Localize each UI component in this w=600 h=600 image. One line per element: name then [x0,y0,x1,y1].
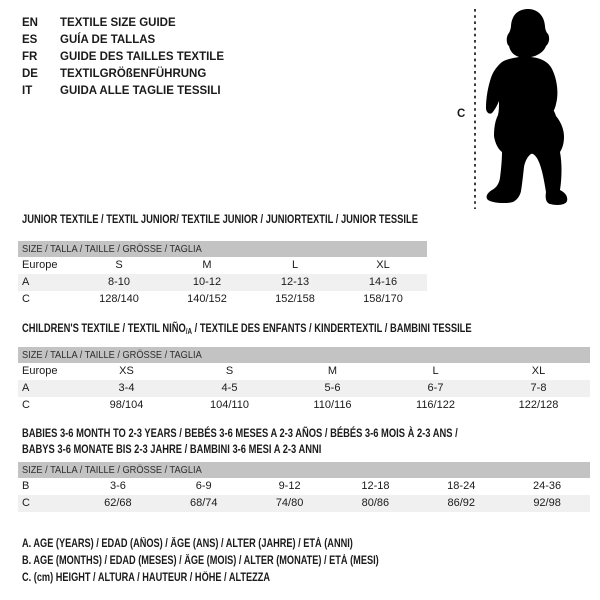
size-cell: 14-16 [368,276,398,288]
size-cell: 4-5 [221,382,238,394]
size-cell: 86/92 [447,497,475,509]
size-cell: 10-12 [192,276,222,288]
legend-line-c: C. (cm) HEIGHT / ALTURA / HAUTEUR / HÖHE / ALTEZZA [22,572,271,584]
babies-size-table [18,462,590,512]
measurement-legend [22,536,468,587]
size-cell: XL [376,259,390,271]
language-label: GUÍA DE TALLAS [60,34,156,46]
size-cell: XL [531,365,546,377]
language-code: EN [22,17,38,29]
size-cell: 80/86 [361,497,390,509]
language-label: TEXTILGRÖßENFÜHRUNG [60,68,207,80]
size-header-bar: SIZE / TALLA / TAILLE / GRÖSSE / TAGLIA [18,462,590,478]
table-row-a [18,380,590,397]
size-cell: 140/152 [187,293,227,305]
height-label-c: C [457,108,466,120]
size-cell: 7-8 [530,382,547,394]
size-cell: 116/122 [416,399,455,411]
size-cell: 104/110 [210,399,249,411]
size-cell: 68/74 [189,497,218,509]
size-cell: M [202,259,212,271]
size-cell: 74/80 [275,497,304,509]
table-row-europe [18,257,427,274]
size-header-bar: SIZE / TALLA / TAILLE / GRÖSSE / TAGLIA [18,347,590,363]
size-cell: 98/104 [109,399,144,411]
toddler-silhouette-figure [450,0,600,215]
size-cell: 6-9 [195,480,212,492]
size-cell: 3-6 [109,480,126,492]
size-cell: 3-4 [118,382,135,394]
table-row-c [18,291,427,308]
table-row-b [18,478,590,495]
language-row [22,49,224,66]
row-label-cell: C [22,497,30,509]
size-cell: L [291,259,299,271]
size-cell: 9-12 [278,480,301,492]
nino-a-subscript: /A [185,327,193,336]
size-cell: 6-7 [427,382,444,394]
language-row [22,66,224,83]
legend-line-b: B. AGE (MONTHS) / EDAD (MESES) / ÂGE (MOIS) / ALTER (MONATE) / ETÀ (MESI) [22,555,379,567]
language-row [22,32,224,49]
language-row [22,15,224,32]
size-cell: 152/158 [275,293,315,305]
children-table-title: CHILDREN'S TEXTILE / TEXTIL NIÑO/A / TEXTILE DES ENFANTS / KINDERTEXTIL / BAMBINI TESSILE [22,321,472,336]
row-label-cell: C [22,399,30,411]
size-cell: L [432,365,439,377]
row-label-cell: A [22,276,30,288]
table-row-europe [18,363,590,380]
language-code: FR [22,51,38,63]
size-cell: 18-24 [447,480,476,492]
language-code: DE [22,68,38,80]
junior-size-table [18,241,427,308]
table-row-a [18,274,427,291]
row-label-cell: Europe [22,365,58,377]
size-cell: 8-10 [107,276,131,288]
size-cell: M [327,365,338,377]
language-guide-list [22,15,224,100]
size-cell: 12-18 [361,480,390,492]
table-row-c [18,495,590,512]
size-cell: 158/170 [363,293,403,305]
legend-line-a: A. AGE (YEARS) / EDAD (AÑOS) / ÂGE (ANS) / ALTER (JAHRE) / ETÀ (ANNI) [22,538,353,550]
size-cell: 62/68 [104,497,132,509]
size-cell: 128/140 [99,293,139,305]
size-cell: S [115,259,123,271]
row-label-cell: B [22,480,30,492]
size-header-bar: SIZE / TALLA / TAILLE / GRÖSSE / TAGLIA [18,241,427,257]
size-cell: 122/128 [518,399,559,411]
language-code: ES [22,34,38,46]
language-code: IT [22,85,33,97]
size-cell: 92/98 [533,497,561,509]
table-row-c [18,397,590,414]
size-cell: 24-36 [533,480,562,492]
row-label-cell: C [22,293,30,305]
language-label: GUIDE DES TAILLES TEXTILE [60,51,224,63]
baby-silhouette [486,9,567,205]
language-row [22,83,224,100]
row-label-cell: Europe [22,259,58,271]
row-label-cell: A [22,382,30,394]
junior-table-title: JUNIOR TEXTILE / TEXTIL JUNIOR/ TEXTILE JUNIOR / JUNIORTEXTIL / JUNIOR TESSILE [22,212,418,226]
children-size-table [18,347,590,414]
size-cell: 5-6 [324,382,341,394]
size-cell: XS [119,365,134,377]
language-label: TEXTILE SIZE GUIDE [60,17,176,29]
size-cell: S [225,365,234,377]
babies-table-title: BABIES 3-6 MONTH TO 2-3 YEARS / BEBÉS 3-6 MESES A 2-3 AÑOS / BÉBÉS 3-6 MOIS À 2-3 ANS / BABYS 3-6 MONATE BIS 2-3 JAHRE / BAMBINI 3-6 MESI A 2-3 ANNI [22,426,458,456]
size-cell: 12-13 [280,276,310,288]
language-label: GUIDA ALLE TAGLIE TESSILI [60,85,221,97]
size-cell: 110/116 [313,399,352,411]
